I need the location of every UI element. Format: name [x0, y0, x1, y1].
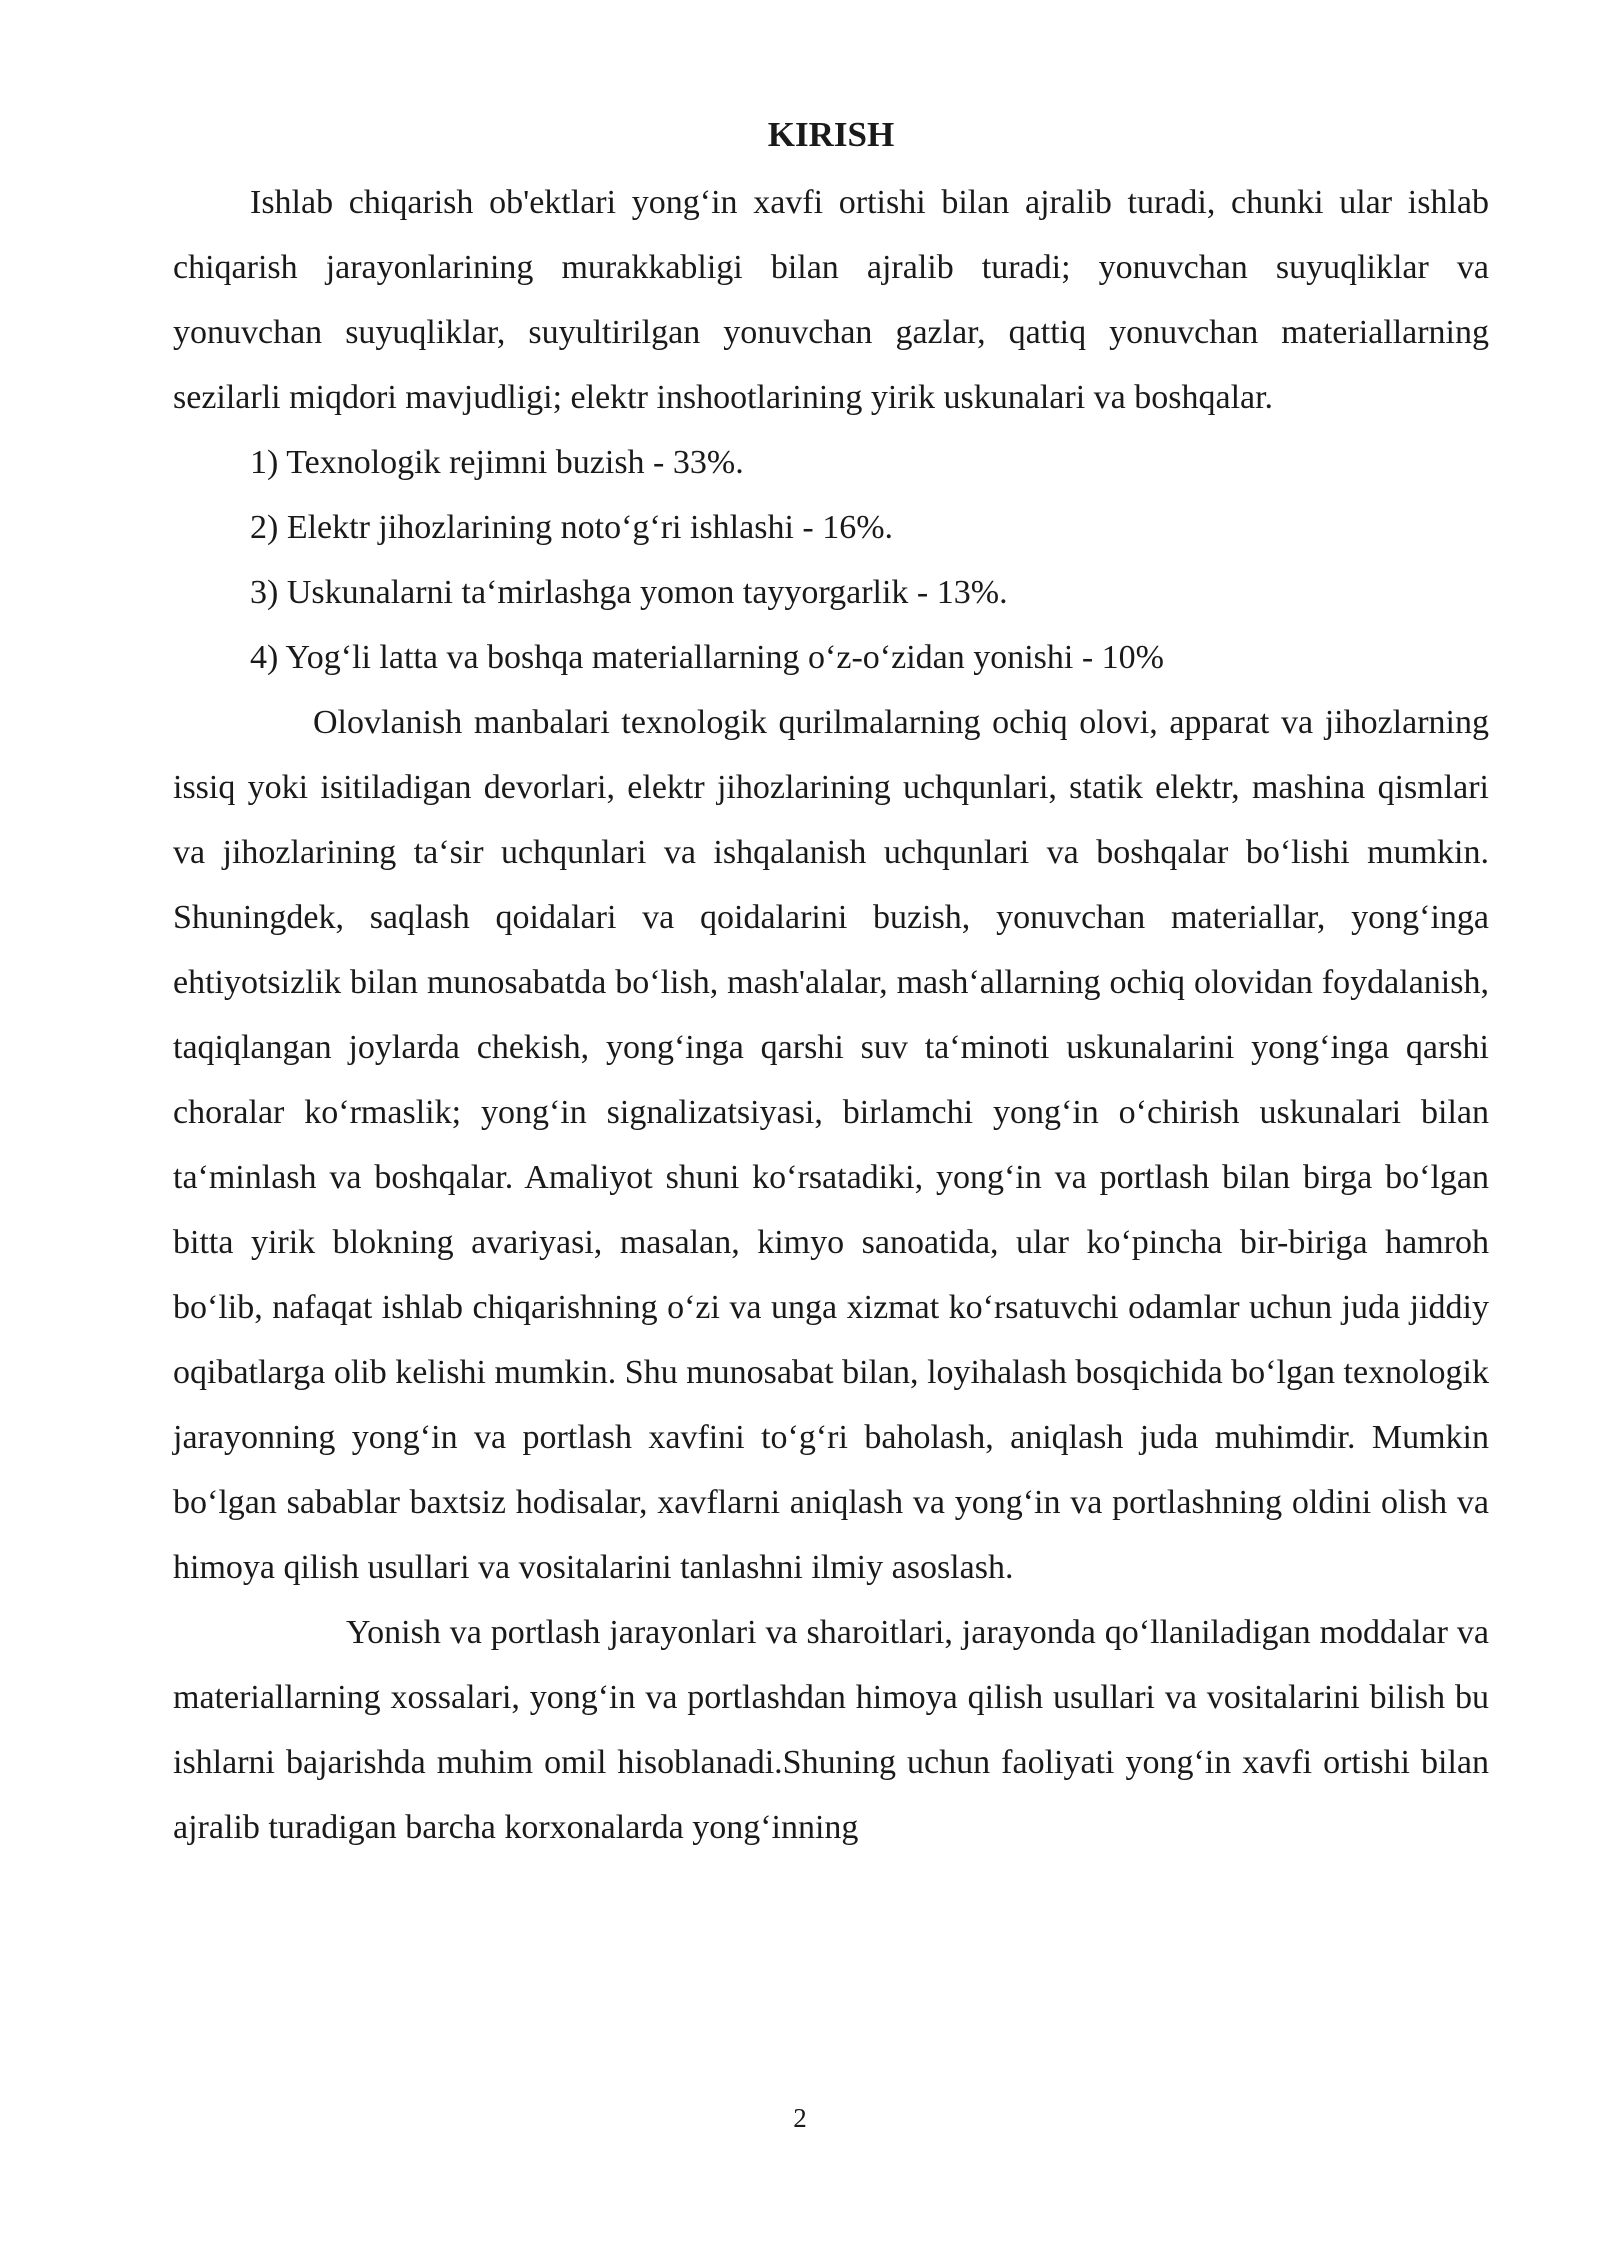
- document-title: KIRISH: [767, 115, 895, 154]
- list-item: 1) Texnologik rejimni buzish - 33%.: [250, 444, 744, 481]
- list-item: 3) Uskunalarni ta‘mirlashga yomon tayyorgarlik - 13%.: [250, 574, 1008, 611]
- paragraph-ignition-sources: Olovlanish manbalari texnologik qurilmalarning ochiq olovi, apparat va jihozlarning issiq yoki isitiladigan devorlari, elektr jihozlarining uchqunlari, statik elektr, mashina qismlari va jihozlarining ta‘sir uchqunlari va ishqalanish uchqunlari va boshqalar bo‘lishi mumkin. Shuningdek, saqlash qoidalari va qoidalarini buzish, yonuvchan materiallar, yong‘inga ehtiyotsizlik bilan munosabatda bo‘lish, mash'alalar, mash‘allarning ochiq olovidan foydalanish, taqiqlangan joylarda chekish, yong‘inga qarshi suv ta‘minoti uskunalarini yong‘inga qarshi choralar ko‘rmaslik; yong‘in signalizatsiyasi, birlamchi yong‘in o‘chirish uskunalari bilan ta‘minlash va boshqalar. Amaliyot shuni ko‘rsatadiki, yong‘in va portlash bilan birga bo‘lgan bitta yirik blokning avariyasi, masalan, kimyo sanoatida, ular ko‘pincha bir-biriga hamroh bo‘lib, nafaqat ishlab chiqarishning o‘zi va unga xizmat ko‘rsatuvchi odamlar uchun juda jiddiy oqibatlarga olib kelishi mumkin. Shu munosabat bilan, loyihalash bosqichida bo‘lgan texnologik jarayonning yong‘in va portlash xavfini to‘g‘ri baholash, aniqlash juda muhimdir. Mumkin bo‘lgan sabablar baxtsiz hodisalar, xavflarni aniqlash va yong‘in va portlashning oldini olish va himoya qilish usullari va vositalarini tanlashni ilmiy asoslash.: [173, 704, 1489, 1586]
- list-item: 4) Yog‘li latta va boshqa materiallarning o‘z-o‘zidan yonishi - 10%: [250, 639, 1164, 676]
- list-item: 2) Elektr jihozlarining noto‘g‘ri ishlashi - 16%.: [250, 509, 894, 546]
- statistics-list: [173, 430, 1489, 690]
- paragraph-combustion: Yonish va portlash jarayonlari va sharoitlari, jarayonda qo‘llaniladigan moddalar va materiallarning xossalari, yong‘in va portlashdan himoya qilish usullari va vositalarini bilish bu ishlarni bajarishda muhim omil hisoblanadi.Shuning uchun faoliyati yong‘in xavfi ortishi bilan ajralib turadigan barcha korxonalarda yong‘inning: [173, 1614, 1489, 1846]
- paragraph-intro: Ishlab chiqarish ob'ektlari yong‘in xavfi ortishi bilan ajralib turadi, chunki ular ishlab chiqarish jarayonlarining murakkabligi bilan ajralib turadi; yonuvchan suyuqliklar va yonuvchan suyuqliklar, suyultirilgan yonuvchan gazlar, qattiq yonuvchan materiallarning sezilarli miqdori mavjudligi; elektr inshootlarining yirik uskunalari va boshqalar.: [173, 184, 1489, 416]
- page-number: 2: [793, 2103, 807, 2133]
- document-page: [173, 100, 1489, 1860]
